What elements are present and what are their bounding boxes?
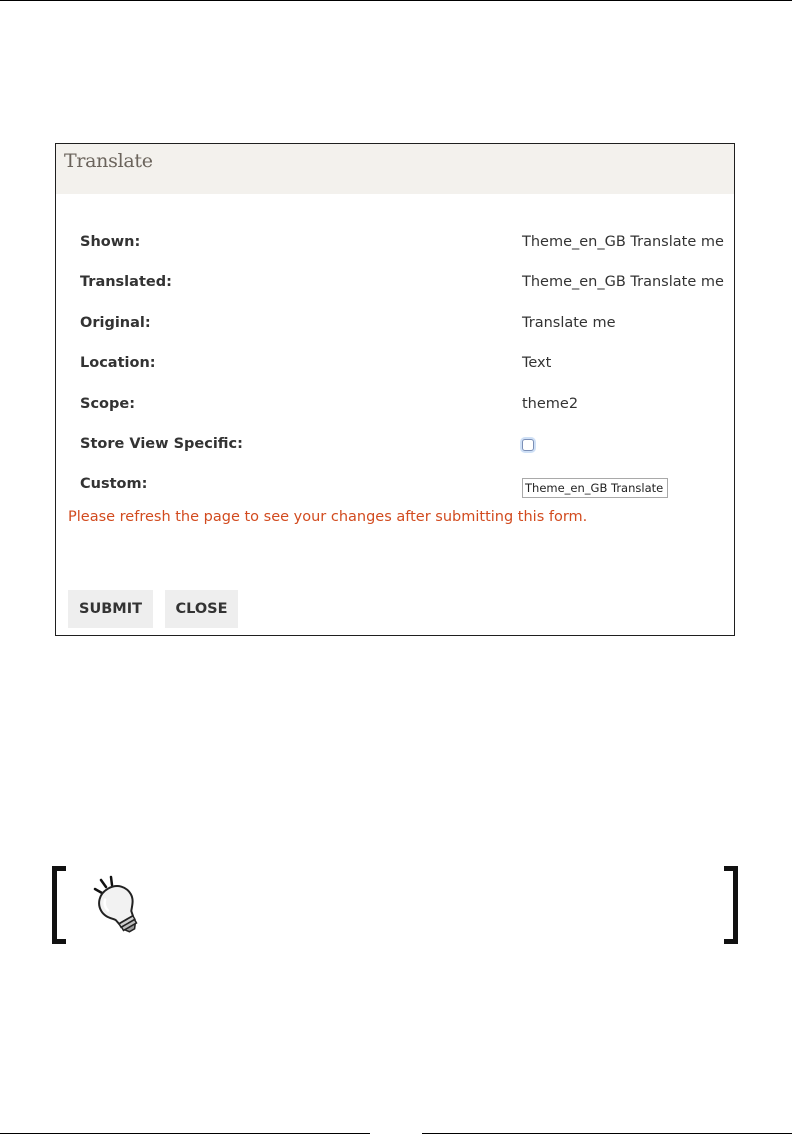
shown-label: Shown: (80, 234, 141, 250)
footer-rule-left (0, 1133, 370, 1134)
row-custom (56, 476, 734, 500)
row-translated (56, 274, 734, 298)
scope-label: Scope: (80, 396, 136, 412)
original-value: Translate me (522, 315, 616, 331)
row-scope (56, 396, 734, 420)
tip-bracket-right (724, 866, 738, 944)
row-original (56, 315, 734, 339)
location-label: Location: (80, 355, 156, 371)
shown-value: Theme_en_GB Translate me (522, 234, 724, 250)
submit-button[interactable]: SUBMIT (68, 590, 153, 628)
dialog-title: Translate (64, 150, 153, 172)
close-button[interactable]: CLOSE (165, 590, 238, 628)
top-rule (0, 0, 792, 1)
location-value: Text (522, 355, 552, 371)
store-view-specific-label: Store View Specific: (80, 436, 243, 452)
translate-dialog (55, 143, 735, 636)
dialog-header (56, 144, 734, 194)
row-location (56, 355, 734, 379)
row-shown (56, 234, 734, 258)
original-label: Original: (80, 315, 151, 331)
translated-value: Theme_en_GB Translate me (522, 274, 724, 290)
tip-bracket-left (52, 866, 66, 944)
row-store-view-specific (56, 436, 734, 460)
footer-rule-right (422, 1133, 792, 1134)
custom-input[interactable] (522, 478, 668, 498)
translated-label: Translated: (80, 274, 172, 290)
refresh-notice: Please refresh the page to see your changes after submitting this form. (68, 509, 588, 525)
custom-label: Custom: (80, 476, 148, 492)
lightbulb-icon (88, 874, 140, 936)
store-view-specific-checkbox[interactable] (522, 439, 534, 451)
scope-value: theme2 (522, 396, 579, 412)
